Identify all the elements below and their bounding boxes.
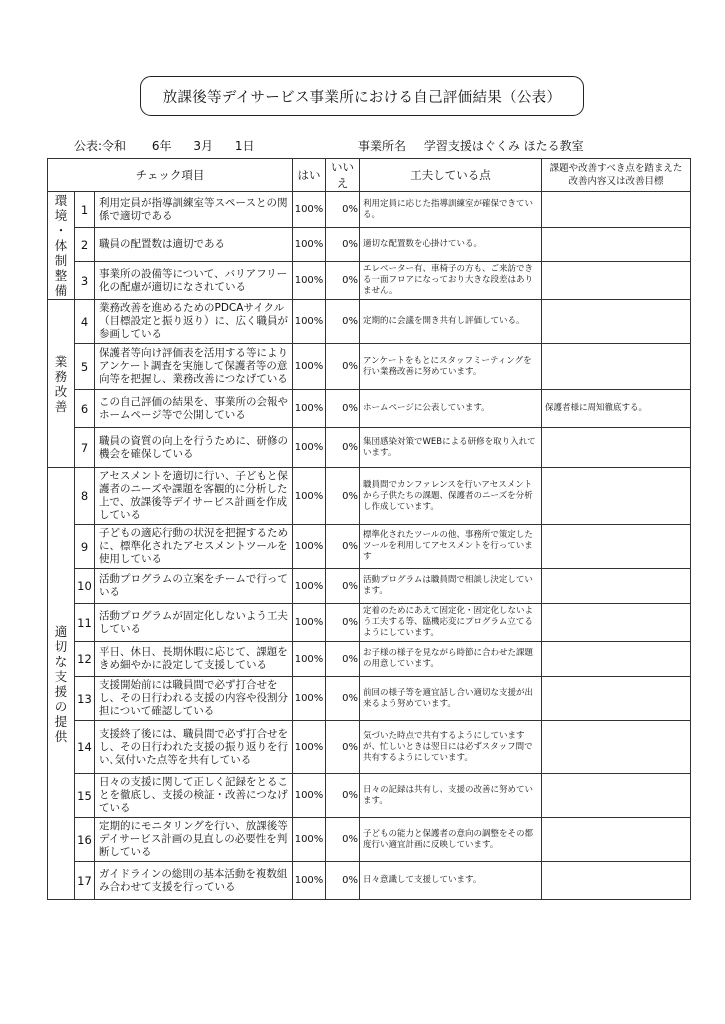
yes-value: 100%: [293, 818, 326, 862]
yes-value: 100%: [293, 642, 326, 677]
row-number: 9: [75, 525, 95, 569]
header-effort: 工夫している点: [360, 159, 542, 192]
no-value: 0%: [326, 300, 360, 344]
yes-value: 100%: [293, 569, 326, 604]
no-value: 0%: [326, 192, 360, 228]
improvement-text: [542, 344, 691, 390]
effort-text: 適切な配置数を心掛けている。: [360, 228, 542, 262]
table-row: [48, 525, 691, 569]
office-info: [358, 137, 584, 154]
section-label: [48, 192, 75, 300]
header-check-item: チェック項目: [48, 159, 293, 192]
yes-value: 100%: [293, 604, 326, 642]
improvement-text: [542, 818, 691, 862]
table-row: [48, 428, 691, 468]
section-label-char: 整: [54, 268, 68, 283]
no-value: 0%: [326, 569, 360, 604]
row-number: 13: [75, 677, 95, 721]
yes-value: 100%: [293, 300, 326, 344]
yes-value: 100%: [293, 677, 326, 721]
check-item-text: 平日、休日、長期休暇に応じて、課題をきめ細やかに設定して支援している: [95, 642, 293, 677]
header-no: いいえ: [326, 159, 360, 192]
section-label-char: 適: [54, 623, 68, 639]
row-number: 12: [75, 642, 95, 677]
no-value: 0%: [326, 525, 360, 569]
improvement-text: [542, 228, 691, 262]
improvement-text: [542, 721, 691, 774]
publish-month: 3月: [193, 139, 213, 153]
row-number: 17: [75, 862, 95, 900]
no-value: 0%: [326, 262, 360, 300]
improvement-text: 保護者様に周知徹底する。: [542, 390, 691, 428]
table-row: [48, 862, 691, 900]
no-value: 0%: [326, 468, 360, 525]
yes-value: 100%: [293, 862, 326, 900]
yes-value: 100%: [293, 228, 326, 262]
no-value: 0%: [326, 344, 360, 390]
improvement-text: [542, 774, 691, 818]
table-row: [48, 774, 691, 818]
row-number: 10: [75, 569, 95, 604]
section-label-char: 備: [54, 283, 68, 298]
section-label-char: 善: [54, 398, 68, 414]
no-value: 0%: [326, 677, 360, 721]
no-value: 0%: [326, 604, 360, 642]
table-row: [48, 468, 691, 525]
yes-value: 100%: [293, 428, 326, 468]
check-item-text: この自己評価の結果を、事業所の会報やホームページ等で公開している: [95, 390, 293, 428]
effort-text: エレベーター有、車椅子の方も、ご来訪できる一面フロアになっており大きな段差はありません。: [360, 262, 542, 300]
table-row: [48, 192, 691, 228]
table-row: [48, 390, 691, 428]
publish-day: 1日: [234, 139, 255, 153]
table-row: [48, 569, 691, 604]
page-title: 放課後等デイサービス事業所における自己評価結果（公表）: [140, 76, 584, 116]
table-row: [48, 721, 691, 774]
table-row: [48, 228, 691, 262]
table-row: [48, 604, 691, 642]
yes-value: 100%: [293, 262, 326, 300]
section-label-char: 業: [54, 353, 68, 369]
effort-text: 標準化されたツールの他、事務所で策定したツールを利用してアセスメントを行っています: [360, 525, 542, 569]
no-value: 0%: [326, 818, 360, 862]
effort-text: ホームページに公表しています。: [360, 390, 542, 428]
row-number: 11: [75, 604, 95, 642]
yes-value: 100%: [293, 721, 326, 774]
section-label-char: 供: [54, 728, 68, 744]
no-value: 0%: [326, 774, 360, 818]
table-row: [48, 818, 691, 862]
check-item-text: 事業所の設備等について、バリアフリー化の配慮が適切になされている: [95, 262, 293, 300]
section-label-char: 改: [54, 383, 68, 399]
section-label-char: の: [54, 698, 68, 714]
effort-text: 利用定員に応じた指導訓練室が確保できている。: [360, 192, 542, 228]
no-value: 0%: [326, 228, 360, 262]
publish-date: [74, 137, 254, 154]
improvement-text: [542, 677, 691, 721]
improvement-text: [542, 262, 691, 300]
header-improvement: [542, 159, 691, 192]
yes-value: 100%: [293, 390, 326, 428]
section-label-char: 制: [54, 253, 68, 268]
header-improvement-line2: 改善内容又は改善目標: [568, 176, 664, 187]
publish-year: 6年: [151, 139, 172, 153]
check-item-text: 保護者等向け評価表を活用する等によりアンケート調査を実施して保護者等の意向等を把握し、業務改善につなげている: [95, 344, 293, 390]
row-number: 7: [75, 428, 95, 468]
section-label-char: ・: [54, 223, 68, 238]
improvement-text: [542, 569, 691, 604]
section-label-char: 体: [54, 238, 68, 253]
header-improvement-line1: 課題や改善すべき点を踏まえた: [549, 163, 683, 174]
table-row: [48, 677, 691, 721]
section-label-char: 境: [54, 208, 68, 223]
table-header-row: [48, 159, 691, 192]
check-item-text: 子どもの適応行動の状況を把握するために、標準化されたアセスメントツールを使用している: [95, 525, 293, 569]
office-name: 学習支援はぐくみ ほたる教室: [423, 139, 584, 153]
section-label-char: な: [54, 653, 68, 669]
section-label-char: 環: [54, 193, 68, 208]
no-value: 0%: [326, 862, 360, 900]
row-number: 5: [75, 344, 95, 390]
check-item-text: 支援終了後には、職員間で必ず打合せをし、その日行われた支援の振り返りを行い､気付いた点等を共有している: [95, 721, 293, 774]
section-label-char: 提: [54, 713, 68, 729]
check-item-text: 支援開始前には職員間で必ず打合せをし、その日行われる支援の内容や役割分担について確認している: [95, 677, 293, 721]
check-item-text: 日々の支援に関して正しく記録をとることを徹底し、支援の検証・改善につなげている: [95, 774, 293, 818]
row-number: 6: [75, 390, 95, 428]
table-row: [48, 300, 691, 344]
no-value: 0%: [326, 428, 360, 468]
yes-value: 100%: [293, 525, 326, 569]
effort-text: 定着のためにあえて固定化・固定化しないよう工夫する等、臨機応変にプログラム立てるようにしています。: [360, 604, 542, 642]
table-row: [48, 344, 691, 390]
improvement-text: [542, 300, 691, 344]
yes-value: 100%: [293, 774, 326, 818]
improvement-text: [542, 192, 691, 228]
row-number: 15: [75, 774, 95, 818]
row-number: 3: [75, 262, 95, 300]
effort-text: お子様の様子を見ながら時節に合わせた課題の用意しています。: [360, 642, 542, 677]
effort-text: 子どもの能力と保護者の意向の調整をその都度行い適宜計画に反映しています。: [360, 818, 542, 862]
section-label-char: 支: [54, 668, 68, 684]
effort-text: 職員間でカンファレンスを行いアセスメントから子供たちの課題、保護者のニーズを分析し作成しています。: [360, 468, 542, 525]
no-value: 0%: [326, 642, 360, 677]
section-label: [48, 300, 75, 468]
check-item-text: 利用定員が指導訓練室等スペースとの関係で適切である: [95, 192, 293, 228]
row-number: 1: [75, 192, 95, 228]
evaluation-table: [47, 158, 691, 900]
publish-label: 公表:令和: [74, 139, 127, 153]
improvement-text: [542, 642, 691, 677]
check-item-text: 職員の配置数は適切である: [95, 228, 293, 262]
table-row: [48, 642, 691, 677]
check-item-text: 活動プログラムの立案をチームで行っている: [95, 569, 293, 604]
section-label-char: 援: [54, 683, 68, 699]
check-item-text: 職員の資質の向上を行うために、研修の機会を確保している: [95, 428, 293, 468]
row-number: 2: [75, 228, 95, 262]
check-item-text: 活動プログラムが固定化しないよう工夫している: [95, 604, 293, 642]
row-number: 4: [75, 300, 95, 344]
yes-value: 100%: [293, 344, 326, 390]
check-item-text: 定期的にモニタリングを行い、放課後等デイサービス計画の見直しの必要性を判断している: [95, 818, 293, 862]
effort-text: 定期的に会議を開き共有し評価している。: [360, 300, 542, 344]
header-yes: はい: [293, 159, 326, 192]
row-number: 16: [75, 818, 95, 862]
effort-text: 集団感染対策でWEBによる研修を取り入れています。: [360, 428, 542, 468]
table-row: [48, 262, 691, 300]
improvement-text: [542, 428, 691, 468]
check-item-text: ガイドラインの総則の基本活動を複数組み合わせて支援を行っている: [95, 862, 293, 900]
improvement-text: [542, 468, 691, 525]
section-label: [48, 468, 75, 900]
yes-value: 100%: [293, 192, 326, 228]
yes-value: 100%: [293, 468, 326, 525]
improvement-text: [542, 604, 691, 642]
effort-text: 気づいた時点で共有するようにしていますが、忙しいときは翌日には必ずスタッフ間で共有するようにしています。: [360, 721, 542, 774]
effort-text: 日々の記録は共有し、支援の改善に努めています。: [360, 774, 542, 818]
office-label: 事業所名: [358, 139, 407, 153]
effort-text: アンケートをもとにスタッフミーティングを行い業務改善に努めています。: [360, 344, 542, 390]
section-label-char: 切: [54, 638, 68, 654]
row-number: 14: [75, 721, 95, 774]
check-item-text: アセスメントを適切に行い、子どもと保護者のニーズや課題を客観的に分析した上で、放課後等デイサービス計画を作成している: [95, 468, 293, 525]
section-label-char: 務: [54, 368, 68, 384]
no-value: 0%: [326, 390, 360, 428]
improvement-text: [542, 525, 691, 569]
effort-text: 日々意識して支援しています。: [360, 862, 542, 900]
no-value: 0%: [326, 721, 360, 774]
check-item-text: 業務改善を進めるためのPDCAサイクル（目標設定と振り返り）に、広く職員が参画している: [95, 300, 293, 344]
row-number: 8: [75, 468, 95, 525]
effort-text: 前回の様子等を適宜話し合い適切な支援が出来るよう努めています。: [360, 677, 542, 721]
improvement-text: [542, 862, 691, 900]
effort-text: 活動プログラムは職員間で相談し決定しています。: [360, 569, 542, 604]
